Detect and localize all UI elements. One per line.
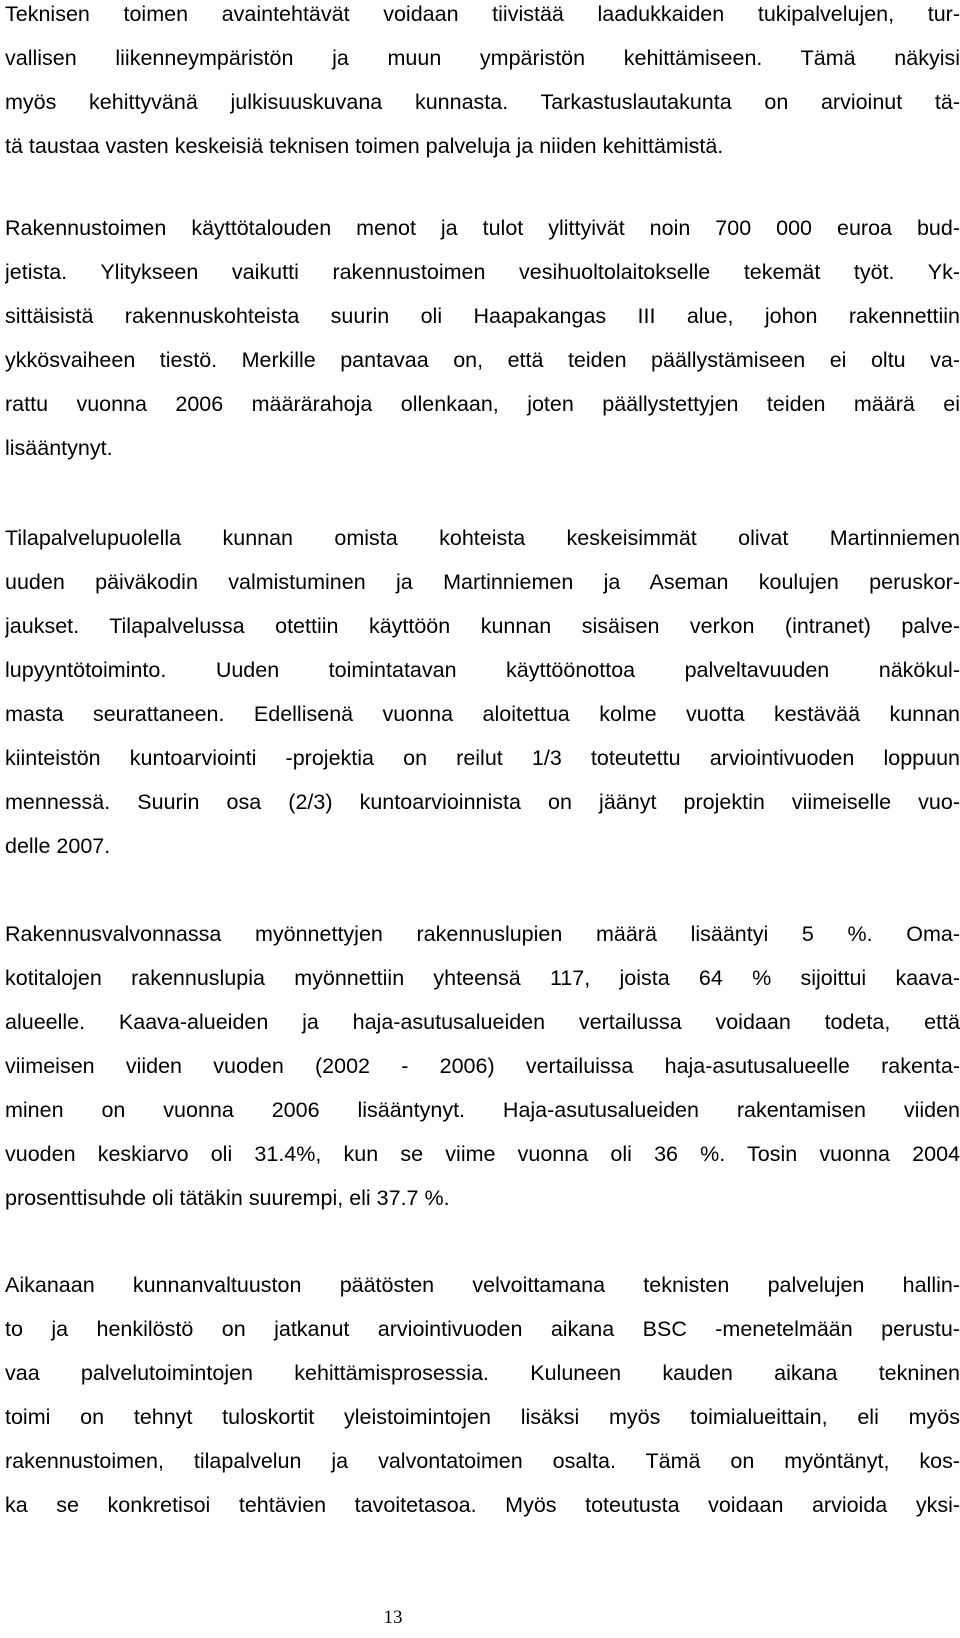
text-line: prosenttisuhde oli tätäkin suurempi, eli 37.7 %.: [5, 1186, 450, 1210]
paragraph: [5, 0, 960, 168]
text-line: lupyyntötoiminto. Uuden toimintatavan käyttöönottoa palveltavuuden näkökul-: [5, 658, 960, 682]
text-line: ka se konkretisoi tehtävien tavoitetasoa. Myös toteutusta voidaan arvioida yksi-: [5, 1493, 960, 1517]
text-line: delle 2007.: [5, 834, 111, 858]
text-line: Teknisen toimen avaintehtävät voidaan tiivistää laadukkaiden tukipalvelujen, tur-: [5, 2, 960, 26]
text-line: Tilapalvelupuolella kunnan omista kohteista keskeisimmät olivat Martinniemen: [5, 526, 960, 550]
page-number: 13: [383, 1607, 403, 1628]
paragraph: [5, 206, 960, 470]
text-line: minen on vuonna 2006 lisääntynyt. Haja-asutusalueiden rakentamisen viiden: [5, 1098, 960, 1122]
text-line: vallisen liikenneympäristön ja muun ympäristön kehittämiseen. Tämä näkyisi: [5, 46, 960, 70]
text-line: masta seurattaneen. Edellisenä vuonna aloitettua kolme vuotta kestävää kunnan: [5, 702, 960, 726]
text-line: kotitalojen rakennuslupia myönnettiin yhteensä 117, joista 64 % sijoittui kaava-: [5, 966, 960, 990]
text-line: myös kehittyvänä julkisuuskuvana kunnasta. Tarkastuslautakunta on arvioinut tä-: [5, 90, 960, 114]
text-line: rakennustoimen, tilapalvelun ja valvontatoimen osalta. Tämä on myöntänyt, kos-: [5, 1449, 960, 1473]
text-line: viimeisen viiden vuoden (2002 - 2006) vertailuissa haja-asutusalueelle rakenta-: [5, 1054, 960, 1078]
text-line: to ja henkilöstö on jatkanut arviointivuoden aikana BSC -menetelmään perustu-: [5, 1317, 960, 1341]
text-line: kiinteistön kuntoarviointi -projektia on reilut 1/3 toteutettu arviointivuoden loppuun: [5, 746, 960, 770]
text-line: Rakennustoimen käyttötalouden menot ja tulot ylittyivät noin 700 000 euroa bud-: [5, 216, 960, 240]
text-line: vuoden keskiarvo oli 31.4%, kun se viime vuonna oli 36 %. Tosin vuonna 2004: [5, 1142, 960, 1166]
text-line: toimi on tehnyt tuloskortit yleistoimintojen lisäksi myös toimialueittain, eli myös: [5, 1405, 960, 1429]
paragraph: [5, 516, 960, 868]
text-line: alueelle. Kaava-alueiden ja haja-asutusalueiden vertailussa voidaan todeta, että: [5, 1010, 960, 1034]
text-line: jaukset. Tilapalvelussa otettiin käyttöön kunnan sisäisen verkon (intranet) palve-: [5, 614, 960, 638]
text-line: ykkösvaiheen tiestö. Merkille pantavaa on, että teiden päällystämiseen ei oltu va-: [5, 348, 960, 372]
text-line: Rakennusvalvonnassa myönnettyjen rakennuslupien määrä lisääntyi 5 %. Oma-: [5, 922, 960, 946]
text-line: Aikanaan kunnanvaltuuston päätösten velvoittamana teknisten palvelujen hallin-: [5, 1273, 960, 1297]
text-line: mennessä. Suurin osa (2/3) kuntoarvioinnista on jäänyt projektin viimeiselle vuo-: [5, 790, 960, 814]
text-line: vaa palvelutoimintojen kehittämisprosessia. Kuluneen kauden aikana tekninen: [5, 1361, 960, 1385]
text-line: sittäisistä rakennuskohteista suurin oli Haapakangas III alue, johon rakennettiin: [5, 304, 960, 328]
text-line: tä taustaa vasten keskeisiä teknisen toimen palveluja ja niiden kehittämistä.: [5, 134, 724, 158]
text-line: lisääntynyt.: [5, 436, 113, 460]
text-line: rattu vuonna 2006 määrärahoja ollenkaan, joten päällystettyjen teiden määrä ei: [5, 392, 960, 416]
paragraph: [5, 912, 960, 1220]
text-line: jetista. Ylitykseen vaikutti rakennustoimen vesihuoltolaitokselle tekemät työt. Yk-: [5, 260, 960, 284]
text-line: uuden päiväkodin valmistuminen ja Martinniemen ja Aseman koulujen peruskor-: [5, 570, 960, 594]
paragraph: [5, 1263, 960, 1527]
